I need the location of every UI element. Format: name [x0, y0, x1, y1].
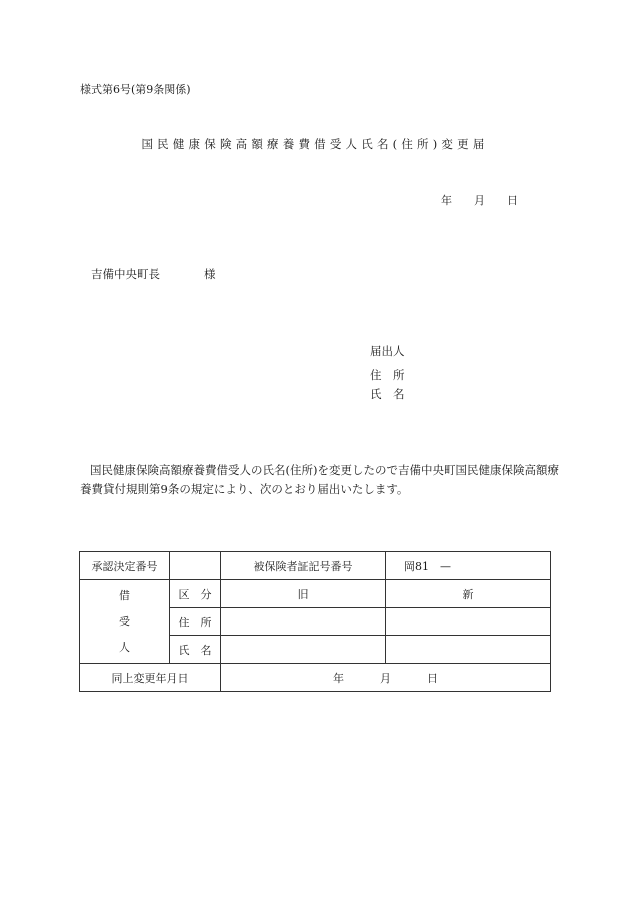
borrower-char-3: 人	[119, 640, 130, 654]
approval-number-field[interactable]	[170, 552, 221, 580]
change-date-month: 月	[380, 671, 391, 685]
date-day: 日	[507, 194, 518, 207]
addressee-name: 吉備中央町長	[91, 267, 160, 281]
date-year: 年	[441, 194, 452, 207]
change-date-field[interactable]	[221, 664, 551, 692]
form-number: 様式第6号(第9条関係)	[80, 83, 191, 96]
category-label: 区 分	[170, 580, 221, 608]
applicant-address-label: 住 所	[370, 368, 405, 382]
name-row-label: 氏 名	[170, 636, 221, 664]
table-row-category	[80, 580, 551, 608]
borrower-label	[80, 580, 170, 664]
applicant-name-label: 氏 名	[370, 387, 405, 401]
insurance-number-value[interactable]: 岡81 —	[386, 552, 551, 580]
notification-body-text: 国民健康保険高額療養費借受人の氏名(住所)を変更したので吉備中央町国民健康保険高額療養費貸付規則第9条の規定により、次のとおり届出いたします。	[80, 463, 559, 496]
old-address-field[interactable]	[221, 608, 386, 636]
change-details-table	[79, 551, 551, 692]
new-address-field[interactable]	[386, 608, 551, 636]
applicant-label: 届出人	[370, 344, 405, 358]
new-name-field[interactable]	[386, 636, 551, 664]
change-date-year: 年	[333, 671, 344, 685]
borrower-char-2: 受	[119, 614, 130, 628]
approval-number-label: 承認決定番号	[80, 552, 170, 580]
borrower-char-1: 借	[119, 588, 130, 602]
new-column-label: 新	[386, 580, 551, 608]
change-date-day: 日	[427, 671, 438, 685]
old-name-field[interactable]	[221, 636, 386, 664]
addressee	[91, 266, 216, 282]
date-month: 月	[474, 194, 485, 207]
addressee-honorific: 様	[204, 267, 216, 281]
change-date-label: 同上変更年月日	[80, 664, 221, 692]
table-row-header	[80, 552, 551, 580]
submission-date	[441, 192, 518, 208]
address-row-label: 住 所	[170, 608, 221, 636]
table-row-change-date	[80, 664, 551, 692]
old-column-label: 旧	[221, 580, 386, 608]
insurance-number-label: 被保険者証記号番号	[221, 552, 386, 580]
document-title: 国民健康保険高額療養費借受人氏名(住所)変更届	[141, 137, 489, 151]
